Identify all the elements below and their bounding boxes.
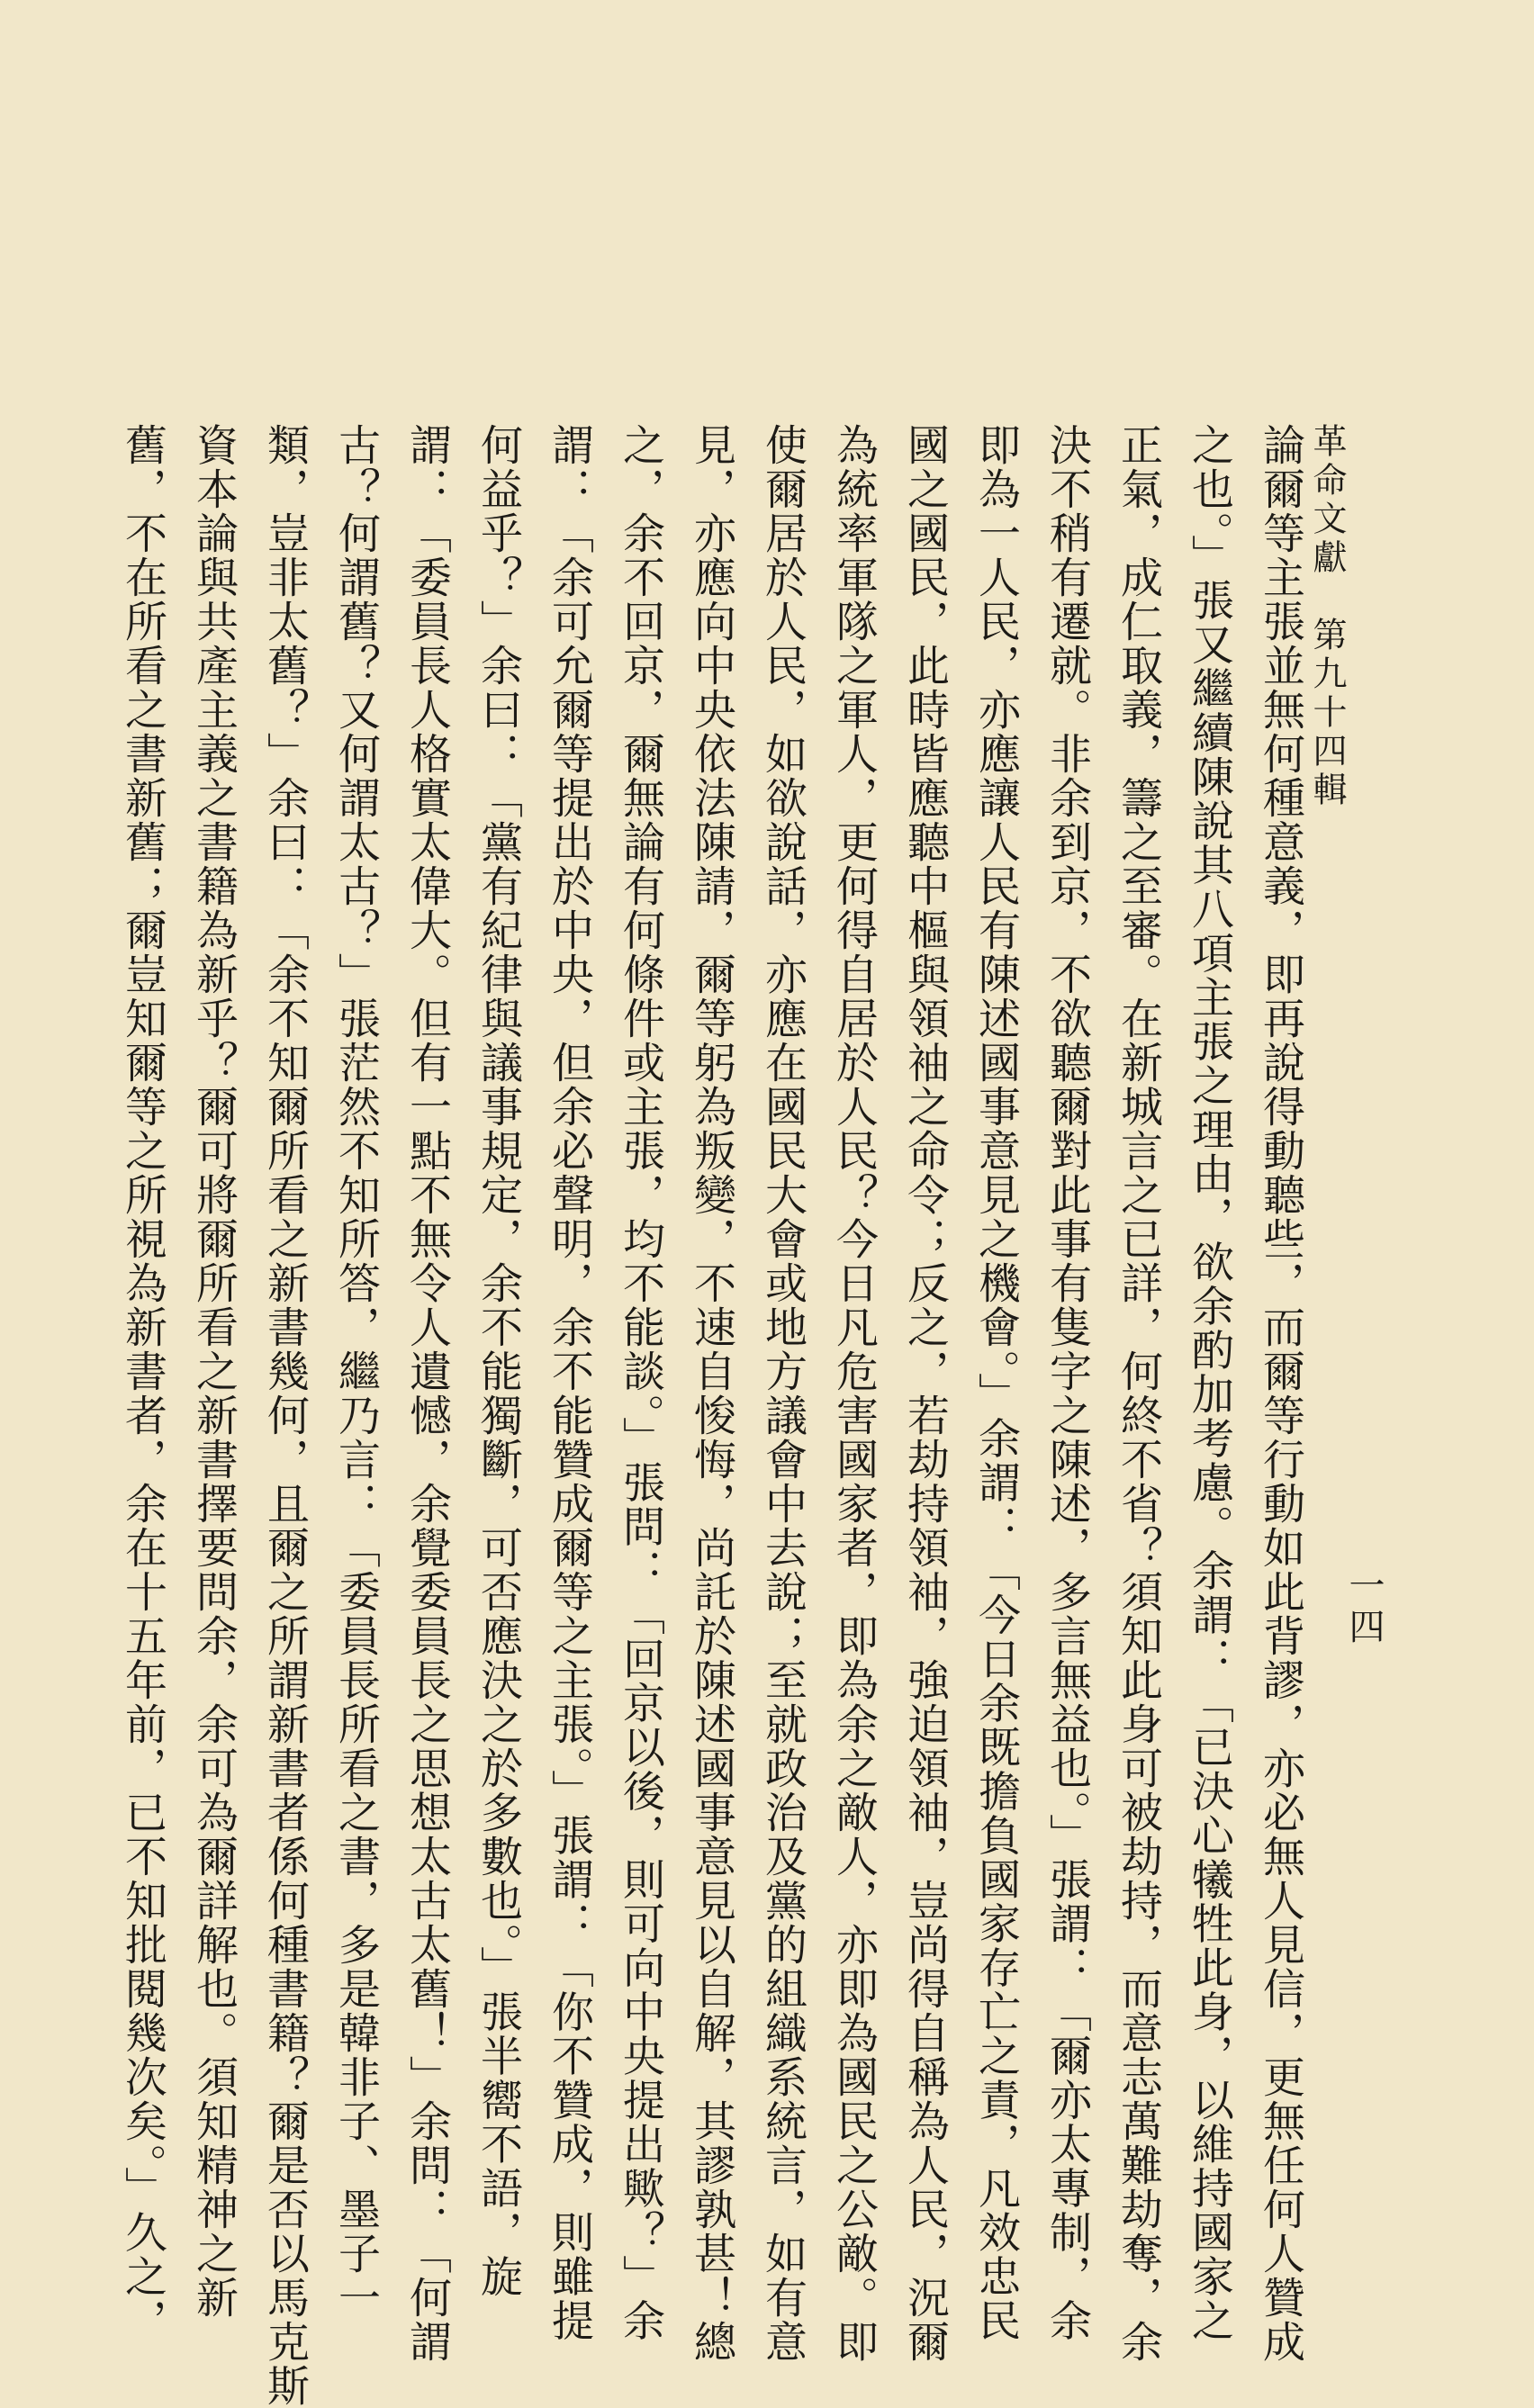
page-number: 一四 — [1343, 1566, 1385, 1649]
text-column-3: 正氣，成仁取義，籌之至審。在新城言之已詳，何終不省？須知此身可被劫持，而意志萬難劫奪，余 — [1114, 423, 1163, 2364]
text-column-2: 之也。」張又繼續陳說其八項主張之理由，欲余酌加考慮。余謂：「已決心犧牲此身，以維持國家之 — [1185, 423, 1234, 2343]
text-column-9: 見，亦應向中央依法陳請，爾等躬為叛變，不速自悛悔，尚託於陳述國事意見以自解，其謬孰甚！總 — [687, 423, 736, 2364]
text-column-1: 論爾等主張並無何種意義，即再說得動聽些，而爾等行動如此背謬，亦必無人見信，更無任何人贊成 — [1256, 423, 1305, 2364]
text-column-16: 資本論與共產主義之書籍為新乎？爾可將爾所看之新書擇要問余，余可為爾詳解也。須知精神之新 — [189, 423, 239, 2320]
text-column-7: 為統率軍隊之軍人，更何得自居於人民？今日凡危害國家者，即為余之敵人，亦即為國民之公敵。即 — [829, 423, 879, 2364]
page-header-title: 革命文獻 第九十四輯 — [1307, 423, 1347, 810]
text-column-13: 謂：「委員長人格實太偉大。但有一點不無令人遺憾，余覺委員長之思想太古太舊！」余問：「何謂 — [402, 423, 452, 2364]
text-column-11: 謂：「余可允爾等提出於中央，但余必聲明，余不能贊成爾等之主張。」張謂：「你不贊成，則雖提 — [545, 423, 594, 2343]
text-column-17: 舊，不在所看之書新舊；爾豈知爾等之所視為新書者，余在十五年前，已不知批閱幾次矣。」久之， — [118, 423, 167, 2343]
text-column-8: 使爾居於人民，如欲說話，亦應在國民大會或地方議會中去說；至就政治及黨的組織系統言，如有意 — [758, 423, 808, 2364]
text-column-4: 決不稍有遷就。非余到京，不欲聽爾對此事有隻字之陳述，多言無益也。」張謂：「爾亦太專制，余 — [1042, 423, 1092, 2343]
text-column-15: 類，豈非太舊？」余曰：「余不知爾所看之新書幾何，且爾之所謂新書者係何種書籍？爾是否以馬克斯 — [260, 423, 310, 2408]
text-column-14: 古？何謂舊？又何謂太古？」張茫然不知所答，繼乃言：「委員長所看之書，多是韓非子、墨子一 — [331, 423, 381, 2320]
text-column-5: 即為一人民，亦應讓人民有陳述國事意見之機會。」余謂：「今日余既擔負國家存亡之責，凡效忠民 — [971, 423, 1021, 2343]
text-column-12: 何益乎？」余曰：「黨有紀律與議事規定，余不能獨斷，可否應決之於多數也。」張半嚮不語，旋 — [474, 423, 523, 2299]
text-column-6: 國之國民，此時皆應聽中樞與領袖之命令；反之，若劫持領袖，強迫領袖，豈尚得自稱為人民，況爾 — [900, 423, 950, 2364]
text-column-10: 之，余不回京，爾無論有何條件或主張，均不能談。」張問：「回京以後，則可向中央提出歟？」余 — [616, 423, 665, 2343]
body-text — [107, 423, 1316, 2408]
